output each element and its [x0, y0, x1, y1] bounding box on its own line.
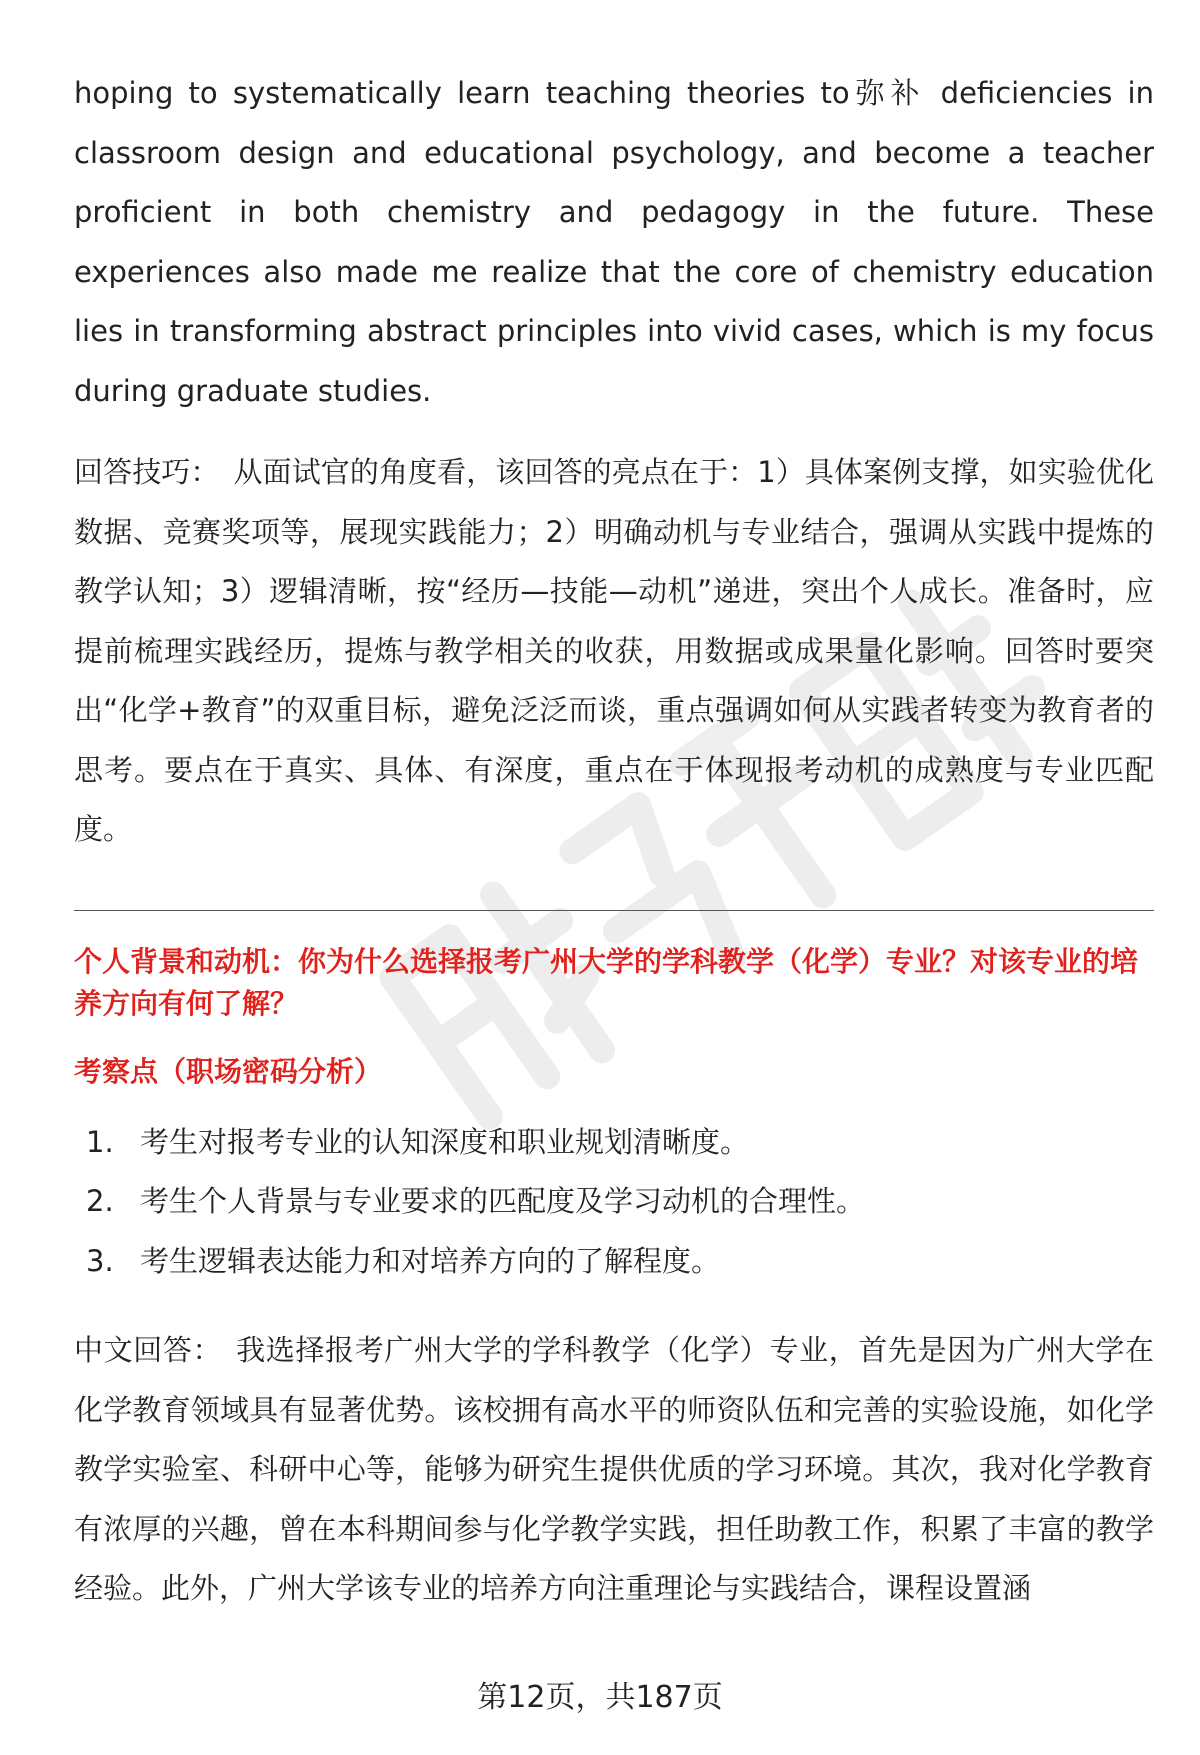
- list-item-number: 3.: [86, 1243, 114, 1278]
- analysis-heading: 考察点（职场密码分析）: [74, 1054, 383, 1088]
- content-column: [74, 64, 1154, 1619]
- analysis-points-list: [74, 1113, 1154, 1292]
- list-item-text: 考生个人背景与专业要求的匹配度及学习动机的合理性。: [140, 1184, 866, 1218]
- page-footer: 第12页，共187页: [477, 1680, 723, 1715]
- english-paragraph: hoping to systematically learn teaching theories to弥补 deficiencies in classroom design and educational psychology, and become a teacher proficient in both chemistry and pedagogy in the future. These experiences also made me realize that the core of chemistry education lies in transforming abstract principles into vivid cases, which is my focus during graduate studies.: [74, 76, 1154, 408]
- list-item-text: 考生对报考专业的认知深度和职业规划清晰度。: [140, 1124, 750, 1159]
- question-heading: 个人背景和动机：你为什么选择报考广州大学的学科教学（化学）专业？对该专业的培养方向有何了解？: [74, 944, 1139, 1020]
- answer-label: 中文回答：: [74, 1333, 223, 1367]
- tips-label: 回答技巧：: [74, 455, 220, 489]
- section-divider: [74, 910, 1154, 911]
- list-item-number: 1.: [86, 1124, 114, 1159]
- answer-paragraph: [74, 1321, 1154, 1619]
- answer-text: 我选择报考广州大学的学科教学（化学）专业，首先是因为广州大学在化学教育领域具有显著优势。该校拥有高水平的师资队伍和完善的实验设施，如化学教学实验室、科研中心等，能够为研究生提供优质的学习环境。其次，我对化学教育有浓厚的兴趣，曾在本科期间参与化学教学实践，担任助教工作，积累了丰富的教学经验。此外，广州大学该专业的培养方向注重理论与实践结合，课程设置涵: [74, 1333, 1154, 1605]
- list-item-number: 2.: [86, 1184, 114, 1218]
- list-item: [74, 1113, 1154, 1173]
- tips-text: 从面试官的角度看，该回答的亮点在于：1）具体案例支撑，如实验优化数据、竞赛奖项等，展现实践能力；2）明确动机与专业结合，强调从实践中提炼的教学认知；3）逻辑清晰，按“经历—技能—动机”递进，突出个人成长。准备时，应提前梳理实践经历，提炼与教学相关的收获，用数据或成果量化影响。回答时要突出“化学+教育”的双重目标，避免泛泛而谈，重点强调如何从实践者转变为教育者的思考。要点在于真实、具体、有深度，重点在于体现报考动机的成熟度与专业匹配度。: [74, 455, 1154, 846]
- list-item: [74, 1172, 1154, 1232]
- list-item: [74, 1232, 1154, 1292]
- tips-paragraph: [74, 443, 1154, 860]
- list-item-text: 考生逻辑表达能力和对培养方向的了解程度。: [140, 1243, 721, 1278]
